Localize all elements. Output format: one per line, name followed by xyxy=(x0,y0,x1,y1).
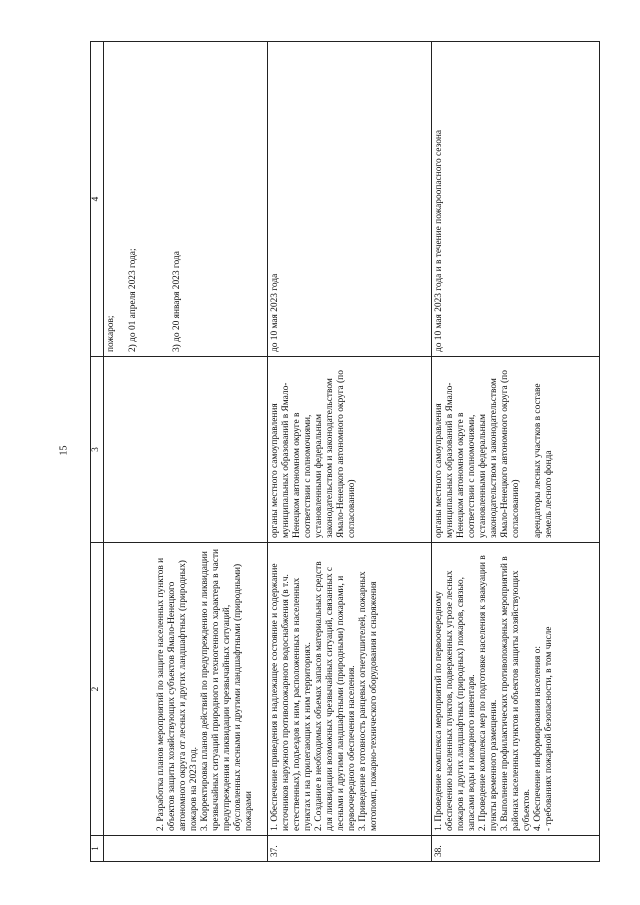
deadline-text: пожаров; 2) до 01 апреля 2023 года; 3) до 20 января 2023 года xyxy=(106,248,182,352)
table-row xyxy=(104,42,268,862)
executors-cell xyxy=(104,357,268,543)
measures-cell xyxy=(268,543,432,836)
measures-text: 2. Разработка планов мероприятий по защите населенных пунктов и объектов защиты хозяйствующих субъектов Ямало-Ненецкого автономного округа от лесных и других ландшафтных (природных) пожаров на 2023 год. 3. Корректировка планов действий по предупреждению и ликвидации чрезвычайных ситуаций природного и техногенного характера в части предупреждения и ликвидации чрезвычайных ситуаций, обусловленных лесными и другими ландшафтными (природными) пожарами xyxy=(156,548,254,831)
measures-cell xyxy=(432,543,600,836)
executors-cell xyxy=(432,357,600,543)
deadline-text: до 10 мая 2023 года xyxy=(270,273,280,352)
header-col-2: 2 xyxy=(91,543,104,836)
page-number: 15 xyxy=(58,445,70,456)
deadline-text: до 10 мая 2023 года и в течение пожароопасного сезона xyxy=(434,129,444,352)
executors-text: органы местного самоуправления муниципальных образований в Ямало-Ненецком автономном округе в соответствии с полномочиями, установленными федеральным законодательством и законодательством Ямало-Ненецкого автономного округа (по согласованию) xyxy=(270,370,357,538)
deadline-cell xyxy=(432,42,600,357)
deadline-cell xyxy=(268,42,432,357)
header-col-3: 3 xyxy=(91,357,104,543)
header-col-1: 1 xyxy=(91,836,104,862)
table-row xyxy=(432,42,600,862)
measures-cell xyxy=(104,543,268,836)
table-row xyxy=(268,42,432,862)
row-number: 38. xyxy=(432,836,600,862)
measures-text: 1. Проведение комплекса мероприятий по первоочередному обеспечению населенных пунктов, подверженных угрозе лесных пожаров и других ландшафтных (природных) пожаров, связью, запасами воды и пожарного инвентаря. 2. Проведение комплекса мер по подготовке населения к эвакуации в пункты временного размещения. 3. Выполнение профилактических противопожарных мероприятий в районах населенных пунктов и объектов защиты хозяйствующих субъектов. 4. Обеспечение информирования населения о: - требованиях пожарной безопасности, в том числе xyxy=(434,555,554,831)
executors-cell xyxy=(268,357,432,543)
row-number: 37. xyxy=(268,836,432,862)
measures-text: 1. Обеспечение приведения в надлежащее состояние и содержание источников наружного противопожарного водоснабжения (в т.ч. естественных), подъездов к ним, расположенных в населенных пунктах и на прилегающих к ним территориях. 2. Создание в необходимых объемах запасов материальных средств для ликвидации возможных чрезвычайных ситуаций, связанных с лесными и другими ландшафтными (природными) пожарами, и первоочередного обеспечения населения. 3. Приведение в готовность ранцевых огнетушителей, пожарных мотопомп, пожарно-технического оборудования и снаряжения xyxy=(270,561,379,831)
table-header-row xyxy=(91,42,104,862)
header-col-4: 4 xyxy=(91,42,104,357)
row-number xyxy=(104,836,268,862)
measures-table xyxy=(90,41,600,862)
executors-text: органы местного самоуправления муниципальных образований в Ямало-Ненецком автономном округе в соответствии с полномочиями, установленными федеральным законодательством и законодательством Ямало-Ненецкого автономного округа (по согласованию) арендаторы лесных участков в составе земель лесного фонда xyxy=(434,370,554,538)
deadline-cell xyxy=(104,42,268,357)
